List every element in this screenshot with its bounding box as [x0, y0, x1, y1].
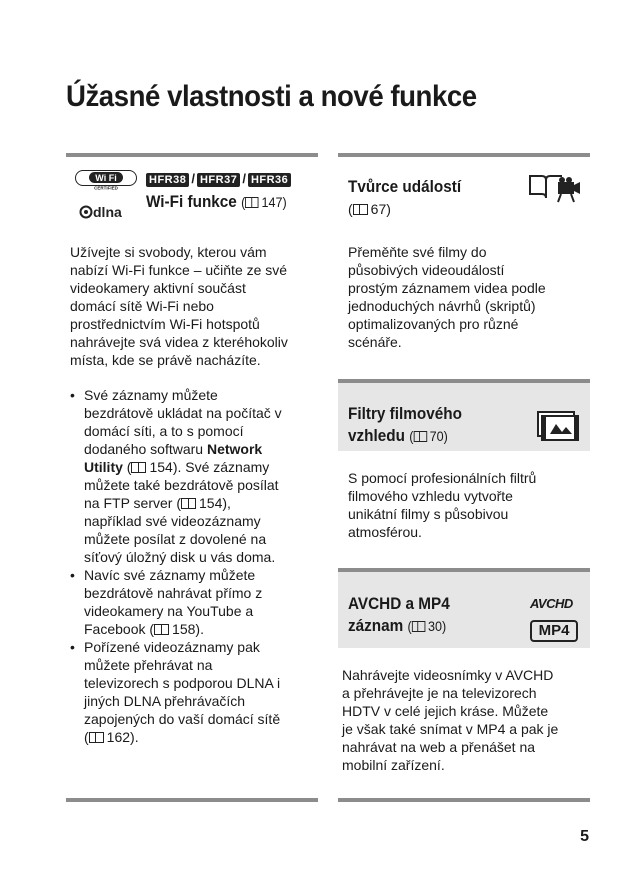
right-top-rule [338, 153, 590, 157]
story-heading: Tvůrce událostí [348, 177, 462, 196]
model-badge: HFR36 [248, 173, 291, 187]
avchd-heading: AVCHD a MP4 záznam ( 30) [348, 594, 450, 635]
book-icon [353, 204, 368, 215]
book-icon [131, 462, 146, 473]
story-creator-icon [528, 172, 582, 209]
story-text: Přeměňte své filmy do působivých videoudálostí prostým záznamem videa podle jednoduchých návrhů (skriptů) optimalizovaných pro různé scénáře. [348, 244, 546, 350]
film-filter-icon [532, 410, 580, 449]
wifi-heading: Wi-Fi funkce ( 147) [146, 192, 287, 211]
separator: / [242, 171, 246, 186]
dlna-logo-text: dlna [93, 204, 122, 220]
list-item: • Své záznamy můžete bezdrátově ukládat na počítač v domácí síti, a to s pomocí dodaného softwaru Network Utility ( 154). Své záznamy můžete také bezdrátově posílat na FTP server ( 154), například své videozáznamy můžete posílat z dovolené na síťový úložný disk u vás doma. [70, 386, 318, 566]
list-item: • Navíc své záznamy můžete bezdrátově nahrávat přímo z videokamery na YouTube a Facebook ( 158). [70, 566, 318, 638]
wifi-logo-text: Wi Fi [95, 173, 117, 183]
wifi-certified-logo [75, 170, 137, 195]
book-icon [413, 431, 427, 442]
book-icon [245, 197, 259, 208]
model-badges [146, 170, 291, 188]
left-bottom-rule [66, 798, 318, 802]
avchd-text: Nahrávejte videosnímky v AVCHD a přehrávejte je na televizorech HDTV v celé jejich kráse. Můžete je však také snímat v MP4 a pak je nahrávat na web a přenášet na mobilní zařízení. [342, 667, 559, 773]
dlna-logo [78, 202, 130, 227]
book-icon [89, 732, 104, 743]
mp4-logo: MP4 [530, 620, 578, 642]
book-icon [154, 624, 169, 635]
story-ref: ( 67) [348, 201, 391, 217]
page-ref: 147 [261, 194, 283, 210]
page-number: 5 [580, 828, 589, 845]
separator: / [191, 171, 195, 186]
left-top-rule [66, 153, 318, 157]
page-title: Úžasné vlastnosti a nové funkce [66, 80, 477, 113]
right-bottom-rule [338, 798, 590, 802]
model-badge: HFR38 [146, 173, 189, 187]
filters-heading: Filtry filmového vzhledu ( 70) [348, 404, 462, 445]
model-badge: HFR37 [197, 173, 240, 187]
book-icon [181, 498, 196, 509]
filters-text: S pomocí profesionálních filtrů filmového vzhledu vytvořte unikátní filmy s působivou atmosférou. [348, 470, 537, 540]
certified-logo-text: CERTIFIED [94, 185, 118, 190]
list-item: • Pořízené videozáznamy pak můžete přehrávat na televizorech s podporou DLNA i jiných DLNA přehrávačích zapojených do vaší domácí sítě ( 162). [70, 638, 318, 746]
avchd-logo: AVCHD [530, 596, 573, 611]
book-icon [412, 621, 426, 632]
wifi-heading-text: Wi-Fi funkce [146, 192, 237, 211]
wifi-intro: Užívejte si svobody, kterou vám nabízí Wi-Fi funkce – učiňte ze své videokamery aktivní součást domácí sítě Wi-Fi nebo prostřednictvím Wi-Fi hotspotů nahrávejte svá videa z kteréhokoliv místa, kde se právě nacházíte. [70, 244, 288, 368]
wifi-bullet-list [70, 386, 318, 746]
